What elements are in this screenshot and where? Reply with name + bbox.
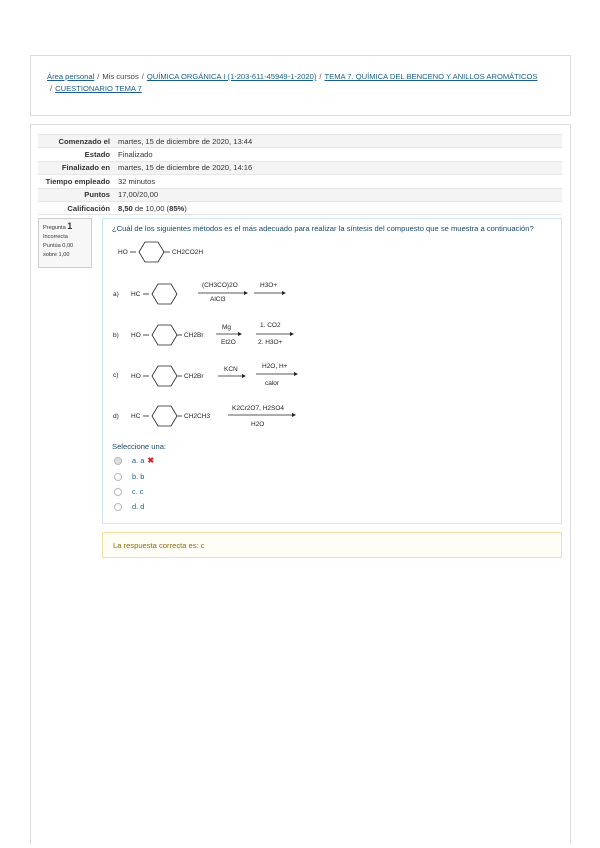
question-max: sobre 1,00 — [43, 252, 70, 258]
summary-label: Comenzado el — [38, 135, 114, 148]
option-d[interactable] — [114, 502, 144, 511]
question-number: 1 — [67, 221, 73, 231]
reaction-schemes-image — [110, 238, 410, 433]
option-a[interactable] — [114, 456, 154, 465]
breadcrumb-quiz[interactable]: CUESTIONARIO TEMA 7 — [55, 84, 142, 93]
feedback-panel — [102, 532, 562, 558]
route-label: b) — [113, 332, 119, 339]
option-label[interactable]: a. a — [132, 456, 145, 465]
route-left-group: HO — [131, 373, 141, 380]
route-a — [113, 282, 286, 304]
question-state: Incorrecta — [43, 234, 68, 240]
select-one-label: Seleccione una: — [112, 442, 167, 451]
breadcrumb-separator: / — [141, 72, 144, 81]
route-d — [113, 405, 296, 428]
reagent-bottom: H2O — [251, 421, 265, 428]
grade-percent: 85% — [169, 203, 185, 213]
summary-label: Puntos — [38, 188, 114, 201]
reagent2-top: 1. CO2 — [260, 322, 281, 329]
table-row — [38, 148, 562, 161]
reagent-top: K2Cr2O7, H2SO4 — [232, 405, 285, 412]
option-c[interactable] — [114, 487, 144, 496]
reagent-bottom: AlCl3 — [210, 296, 226, 303]
question-score: Puntúa 0,00 — [43, 243, 74, 249]
breadcrumb-course[interactable]: QUÍMICA ORGÁNICA I (1-203-611-45949-1-2020) — [146, 72, 317, 81]
summary-label: Calificación — [38, 201, 114, 214]
route-left-group: HC — [131, 291, 141, 298]
route-label: c) — [113, 372, 119, 379]
reagent2-top: H2O, H+ — [262, 363, 288, 370]
grade-value: 8,50 — [118, 203, 133, 213]
reagent-top: KCN — [224, 366, 238, 373]
route-right-group: CH2Br — [184, 332, 204, 339]
radio-option-a[interactable] — [114, 457, 122, 465]
breadcrumb — [47, 71, 557, 95]
summary-value: 32 minutos — [114, 175, 562, 188]
reagent-top: Mg — [222, 324, 232, 331]
question-text: ¿Cuál de los siguientes métodos es el más adecuado para realizar la síntesis del compuesto que se muestra a continuación? — [112, 224, 534, 233]
table-row — [38, 161, 562, 174]
option-b[interactable] — [114, 472, 144, 481]
grade-close: ) — [184, 203, 187, 213]
option-label[interactable]: d. d — [132, 502, 145, 511]
radio-option-d[interactable] — [114, 503, 122, 511]
route-left-group: HC — [131, 413, 141, 420]
reagent2-top: H3O+ — [260, 282, 278, 289]
correct-answer-text: La respuesta correcta es: c — [113, 541, 205, 550]
summary-label: Finalizado en — [38, 161, 114, 174]
summary-value — [114, 201, 562, 214]
table-row — [38, 201, 562, 214]
breadcrumb-separator: / — [319, 72, 322, 81]
reagent-bottom: Et2O — [221, 339, 236, 346]
breadcrumb-panel — [30, 55, 571, 116]
reagent-top: (CH3CO)2O — [202, 282, 238, 289]
table-row — [38, 175, 562, 188]
question-info-panel — [38, 218, 92, 268]
route-label: d) — [113, 413, 119, 420]
grade-total: de 10,00 ( — [132, 203, 170, 213]
radio-option-b[interactable] — [114, 473, 122, 481]
breadcrumb-area-personal[interactable]: Área personal — [47, 72, 95, 81]
route-c — [113, 363, 298, 387]
target-left-group: HO — [118, 249, 128, 256]
incorrect-icon: ✖ — [147, 456, 155, 465]
reagent2-bottom: 2. H3O+ — [258, 339, 283, 346]
route-right-group: CH2CH3 — [184, 413, 211, 420]
route-b — [113, 322, 294, 346]
question-prefix: Pregunta — [43, 225, 66, 231]
target-right-group: CH2CO2H — [172, 249, 204, 256]
summary-label: Tiempo empleado — [38, 175, 114, 188]
option-label[interactable]: c. c — [132, 487, 144, 496]
breadcrumb-separator: / — [97, 72, 100, 81]
summary-value: martes, 15 de diciembre de 2020, 13:44 — [114, 135, 562, 148]
table-row — [38, 135, 562, 148]
breadcrumb-mis-cursos: Mis cursos — [102, 72, 139, 81]
route-label: a) — [113, 291, 119, 298]
summary-value: 17,00/20,00 — [114, 188, 562, 201]
summary-label: Estado — [38, 148, 114, 161]
attempt-summary-table — [38, 134, 562, 215]
breadcrumb-tema[interactable]: TEMA 7. QUÍMICA DEL BENCENO Y ANILLOS AROMÁTICOS — [324, 72, 538, 81]
reagent2-bottom: calor — [265, 380, 280, 387]
route-left-group: HO — [131, 332, 141, 339]
summary-value: Finalizado — [114, 148, 562, 161]
table-row — [38, 188, 562, 201]
route-right-group: CH2Br — [184, 373, 204, 380]
target-molecule — [118, 242, 203, 262]
breadcrumb-separator: / — [50, 84, 53, 93]
option-label[interactable]: b. b — [132, 472, 145, 481]
radio-option-c[interactable] — [114, 488, 122, 496]
summary-value: martes, 15 de diciembre de 2020, 14:16 — [114, 161, 562, 174]
